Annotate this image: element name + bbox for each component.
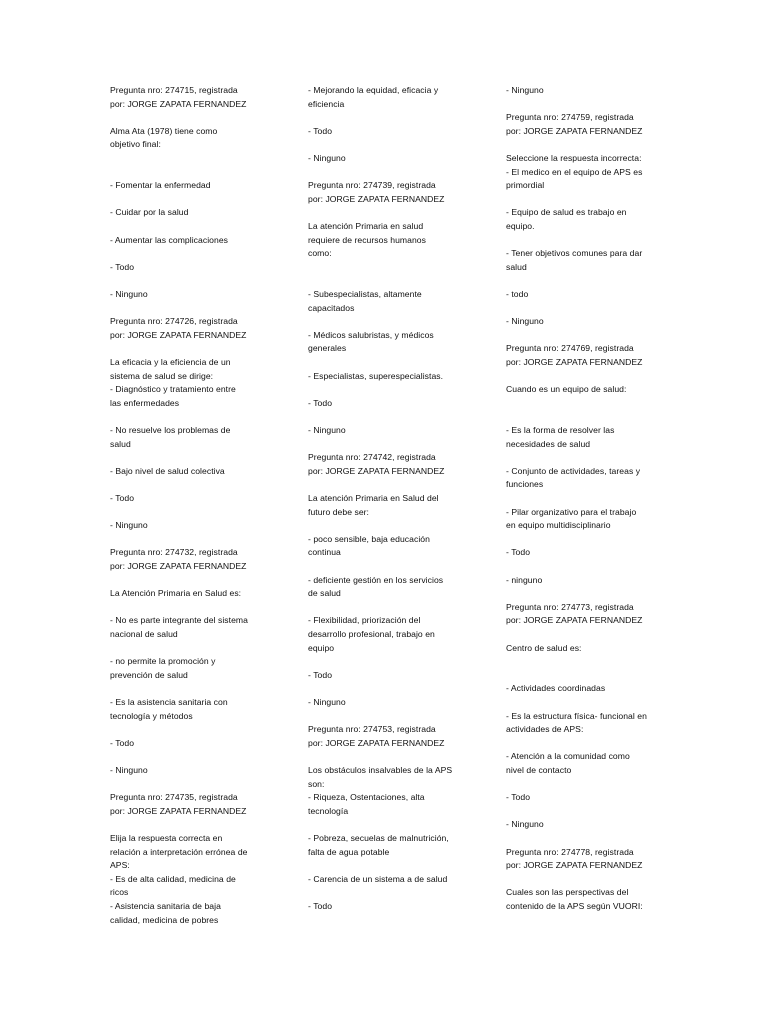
question-header-line: Pregunta nro: 274739, registrada	[308, 180, 436, 191]
text-line: - Es de alta calidad, medicina de	[110, 873, 236, 884]
text-line: - Ninguno	[308, 697, 346, 707]
text-line: falta de agua potable	[308, 846, 390, 857]
text-line: - Conjunto de actividades, tareas y	[506, 465, 641, 476]
text-line: - Médicos salubristas, y médicos	[308, 329, 434, 340]
text-line: generales	[308, 343, 347, 354]
text-line: objetivo final:	[110, 139, 161, 150]
question-header-line: Pregunta nro: 274742, registrada	[308, 452, 436, 463]
text-line: APS:	[110, 860, 130, 871]
text-line: - Ninguno	[308, 153, 346, 163]
text-line: equipo.	[506, 221, 535, 231]
question-header-line: por: JORGE ZAPATA FERNANDEZ	[308, 193, 445, 204]
text-line: - Es la asistencia sanitaria con	[110, 697, 228, 707]
text-line: Alma Ata (1978) tiene como	[110, 125, 218, 136]
text-line: - Actividades coordinadas	[506, 683, 606, 694]
text-line: en equipo multidisciplinario	[506, 520, 611, 531]
text-line: - Ninguno	[110, 289, 148, 299]
text-line: - Bajo nivel de salud colectiva	[110, 465, 225, 476]
text-line: desarrollo profesional, trabajo en	[308, 629, 435, 639]
text-line: - No resuelve los problemas de	[110, 425, 231, 435]
text-line: Centro de salud es:	[506, 642, 582, 653]
text-line: futuro debe ser:	[308, 506, 369, 517]
question-header-line: Pregunta nro: 274778, registrada	[506, 846, 634, 857]
text-line: sistema de salud se dirige:	[110, 370, 214, 381]
text-line: - ninguno	[506, 574, 543, 585]
text-line: funciones	[506, 479, 544, 490]
text-line: contenido de la APS según VUORI:	[506, 901, 643, 911]
text-line: tecnología	[308, 805, 349, 816]
text-line: - Todo	[308, 669, 333, 680]
text-line: continua	[308, 547, 341, 558]
question-header-line: Pregunta nro: 274773, registrada	[506, 601, 634, 612]
text-line: capacitados	[308, 302, 355, 313]
question-header-line: por: JORGE ZAPATA FERNANDEZ	[110, 805, 247, 816]
text-line: las enfermedades	[110, 397, 180, 408]
question-header-line: Pregunta nro: 274735, registrada	[110, 792, 238, 803]
text-line: - Es la forma de resolver las	[506, 425, 615, 435]
text-line: - Aumentar las complicaciones	[110, 234, 228, 245]
text-line: - Diagnóstico y tratamiento entre	[110, 384, 236, 395]
text-line: Cuando es un equipo de salud:	[506, 384, 627, 395]
text-line: - Todo	[308, 397, 333, 408]
text-line: - Pobreza, secuelas de malnutrición,	[308, 833, 449, 843]
text-line: - Es la estructura física- funcional en	[506, 710, 647, 721]
question-header-line: Pregunta nro: 274715, registrada	[110, 85, 238, 95]
text-line: eficiencia	[308, 98, 345, 109]
text-line: nacional de salud	[110, 629, 178, 639]
text-line: - Fomentar la enfermedad	[110, 180, 211, 191]
question-header-line: por: JORGE ZAPATA FERNANDEZ	[308, 465, 445, 476]
text-line: - Especialistas, superespecialistas.	[308, 370, 444, 381]
question-header-line: por: JORGE ZAPATA FERNANDEZ	[506, 357, 643, 367]
text-line: nivel de contacto	[506, 765, 572, 775]
text-line: - Ninguno	[110, 765, 148, 775]
text-line: calidad, medicina de pobres	[110, 914, 219, 925]
question-header-line: por: JORGE ZAPATA FERNANDEZ	[506, 860, 643, 871]
question-header-line: por: JORGE ZAPATA FERNANDEZ	[110, 329, 247, 340]
text-line: La Atención Primaria en Salud es:	[110, 588, 242, 599]
text-line: - Pilar organizativo para el trabajo	[506, 506, 637, 517]
text-line: - Equipo de salud es trabajo en	[506, 207, 627, 218]
text-line: - Mejorando la equidad, eficacia y	[308, 85, 439, 95]
text-line: Los obstáculos insalvables de la APS	[308, 765, 453, 775]
question-header-line: Pregunta nro: 274769, registrada	[506, 343, 634, 354]
text-line: Seleccione la respuesta incorrecta:	[506, 153, 642, 163]
text-line: prevención de salud	[110, 669, 188, 680]
text-line: - Ninguno	[506, 819, 544, 830]
question-header-line: Pregunta nro: 274753, registrada	[308, 724, 436, 735]
text-line: son:	[308, 778, 325, 789]
text-line: requiere de recursos humanos	[308, 234, 426, 245]
question-header-line: por: JORGE ZAPATA FERNANDEZ	[110, 561, 247, 571]
text-line: - deficiente gestión en los servicios	[308, 574, 444, 585]
text-line: ricos	[110, 887, 129, 898]
text-line: - Ninguno	[110, 520, 148, 531]
text-line: como:	[308, 248, 332, 259]
text-line: - Ninguno	[308, 425, 346, 435]
text-line: - no permite la promoción y	[110, 656, 216, 667]
question-header-line: Pregunta nro: 274732, registrada	[110, 547, 238, 558]
text-line: La atención Primaria en Salud del	[308, 493, 439, 503]
text-line: - Carencia de un sistema a de salud	[308, 873, 448, 884]
text-line: Cuales son las perspectivas del	[506, 887, 629, 898]
text-line: de salud	[308, 588, 341, 599]
text-line: - poco sensible, baja educación	[308, 533, 430, 544]
text-line: - No es parte integrante del sistema	[110, 615, 248, 626]
text-line: - Flexibilidad, priorización del	[308, 615, 421, 626]
text-line: salud	[506, 261, 527, 272]
text-line: - todo	[506, 289, 529, 299]
text-line: - Tener objetivos comunes para dar	[506, 248, 643, 259]
text-line: - Asistencia sanitaria de baja	[110, 901, 221, 911]
text-line: - Todo	[110, 261, 135, 272]
question-header-line: por: JORGE ZAPATA FERNANDEZ	[308, 737, 445, 748]
text-line: tecnología y métodos	[110, 710, 193, 721]
text-line: - Ninguno	[506, 85, 544, 95]
text-line: relación a interpretación errónea de	[110, 846, 248, 857]
text-line: necesidades de salud	[506, 438, 591, 449]
text-line: primordial	[506, 180, 545, 191]
text-line: - El medico en el equipo de APS es	[506, 166, 643, 177]
text-line: - Todo	[506, 547, 531, 558]
text-line: - Cuidar por la salud	[110, 207, 189, 218]
question-header-line: Pregunta nro: 274759, registrada	[506, 112, 634, 123]
text-line: - Atención a la comunidad como	[506, 751, 630, 762]
text-line: - Subespecialistas, altamente	[308, 289, 422, 299]
question-header-line: por: JORGE ZAPATA FERNANDEZ	[506, 615, 643, 626]
question-header-line: por: JORGE ZAPATA FERNANDEZ	[506, 125, 643, 136]
text-line: - Riqueza, Ostentaciones, alta	[308, 792, 425, 803]
text-line: - Todo	[110, 493, 135, 503]
text-line: La atención Primaria en salud	[308, 221, 424, 231]
text-line: - Todo	[506, 792, 531, 803]
text-line: La eficacia y la eficiencia de un	[110, 357, 231, 367]
text-line: - Todo	[110, 737, 135, 748]
question-header-line: por: JORGE ZAPATA FERNANDEZ	[110, 98, 247, 109]
text-line: salud	[110, 438, 131, 449]
text-line: - Todo	[308, 125, 333, 136]
text-line: actividades de APS:	[506, 724, 584, 735]
question-header-line: Pregunta nro: 274726, registrada	[110, 316, 238, 327]
text-line: equipo	[308, 642, 335, 653]
text-line: Elija la respuesta correcta en	[110, 833, 223, 843]
text-line: - Todo	[308, 901, 333, 911]
text-line: - Ninguno	[506, 316, 544, 327]
